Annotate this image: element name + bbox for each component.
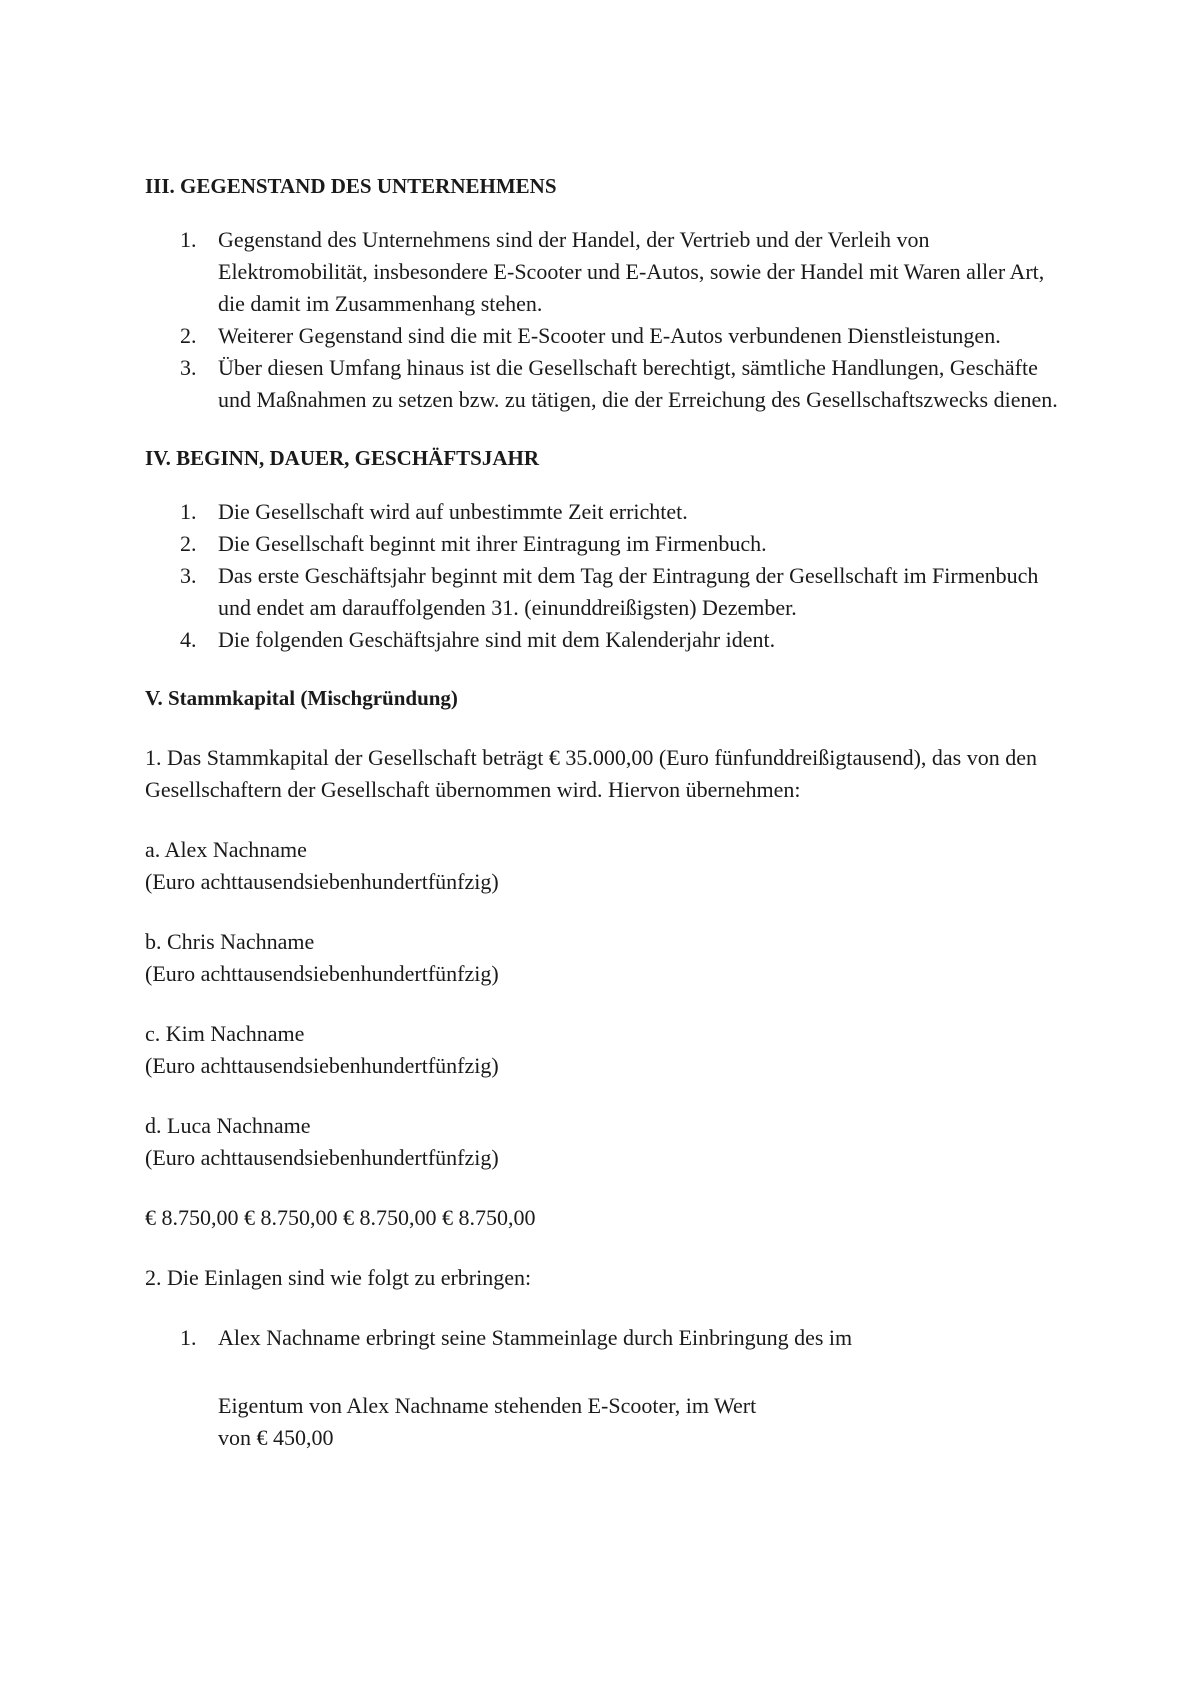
list-item [145,560,1065,624]
shareholder-name: d. Luca Nachname [145,1113,311,1138]
list-item [145,528,1065,560]
list-item-number: 2. [180,323,197,348]
list-item-number: 1. [180,1325,197,1350]
shareholder-amount-words: (Euro achttausendsiebenhundertfünfzig) [145,869,499,894]
shareholder-amount-words: (Euro achttausendsiebenhundertfünfzig) [145,1145,499,1170]
list-item [145,320,1065,352]
contribution-line-2: Eigentum von Alex Nachname stehenden E-Scooter, im Wert [218,1393,757,1418]
list-item-text: Die Gesellschaft wird auf unbestimmte Zeit errichtet. [218,499,688,524]
list-item-number: 4. [180,627,197,652]
section-3-heading: III. GEGENSTAND DES UNTERNEHMENS [145,174,557,198]
stammkapital-intro: 1. Das Stammkapital der Gesellschaft beträgt € 35.000,00 (Euro fünfunddreißigtausend), das von den Gesellschaftern der Gesellschaft übernommen wird. Hiervon übernehmen: [145,745,1037,802]
section-5-heading: V. Stammkapital (Mischgründung) [145,686,458,710]
list-item [145,352,1065,416]
section-3-list [145,224,1065,416]
list-item-text: Das erste Geschäftsjahr beginnt mit dem Tag der Eintragung der Gesellschaft im Firmenbuch und endet am darauffolgenden 31. (einunddreißigsten) Dezember. [218,563,1039,620]
list-item-text: Gegenstand des Unternehmens sind der Handel, der Vertrieb und der Verleih von Elektromobilität, insbesondere E-Scooter und E-Autos, sowie der Handel mit Waren aller Art, die damit im Zusammenhang stehen. [218,227,1045,316]
list-item [145,496,1065,528]
list-item [145,224,1065,320]
shareholder-amount-words: (Euro achttausendsiebenhundertfünfzig) [145,1053,499,1078]
shareholder-name: a. Alex Nachname [145,837,307,862]
list-item [145,1322,1065,1454]
shareholder-name: b. Chris Nachname [145,929,315,954]
contribution-line-1: Alex Nachname erbringt seine Stammeinlage durch Einbringung des im [218,1325,853,1350]
list-item-text: Die Gesellschaft beginnt mit ihrer Eintragung im Firmenbuch. [218,531,767,556]
contributions-list [145,1322,1065,1454]
list-item-text: Über diesen Umfang hinaus ist die Gesellschaft berechtigt, sämtliche Handlungen, Geschäfte und Maßnahmen zu setzen bzw. zu tätigen, die der Erreichung des Gesellschaftszwecks dienen. [218,355,1058,412]
list-item-number: 2. [180,531,197,556]
contributions-intro: 2. Die Einlagen sind wie folgt zu erbringen: [145,1265,532,1290]
section-4-list [145,496,1065,656]
list-item-number: 1. [180,227,197,252]
list-item [145,624,1065,656]
contribution-line-3: von € 450,00 [218,1425,334,1450]
list-item-text: Die folgenden Geschäftsjahre sind mit dem Kalenderjahr ident. [218,627,776,652]
list-item-text: Weiterer Gegenstand sind die mit E-Scooter und E-Autos verbundenen Dienstleistungen. [218,323,1001,348]
list-item-number: 3. [180,563,197,588]
list-item-number: 1. [180,499,197,524]
document-content [145,170,1065,1454]
shareholder-name: c. Kim Nachname [145,1021,305,1046]
shareholder-amount-words: (Euro achttausendsiebenhundertfünfzig) [145,961,499,986]
list-item-number: 3. [180,355,197,380]
section-4-heading: IV. BEGINN, DAUER, GESCHÄFTSJAHR [145,446,540,470]
amounts-line: € 8.750,00 € 8.750,00 € 8.750,00 € 8.750,00 [145,1205,536,1230]
